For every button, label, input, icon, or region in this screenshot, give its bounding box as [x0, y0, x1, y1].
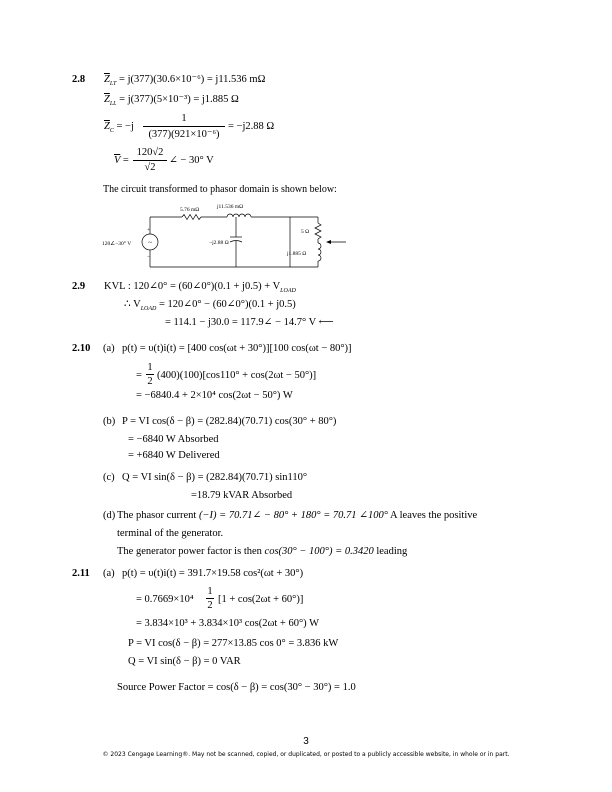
- power-equation-a2-rhs: (400)(100)[cos110° + cos(2ωt − 50°)]: [157, 370, 317, 381]
- zc-rhs: = −j2.88 Ω: [228, 121, 275, 132]
- part-d-line1: [117, 510, 477, 522]
- part-a-label: (a): [103, 343, 115, 354]
- v-symbol: $\overline{V}$: [114, 155, 121, 166]
- zll-subscript: LL: [109, 101, 117, 108]
- p211-a2-denominator: 2: [207, 600, 213, 611]
- v-numerator: 120√2: [136, 147, 164, 158]
- a2-fraction-bar: [146, 374, 154, 375]
- copyright-footer: © 2023 Cengage Learning®. May not be scanned, copied, or duplicated, or posted to a publicly accessible website, in whole or in part.: [102, 751, 510, 758]
- zc-eq: = −j: [116, 121, 134, 132]
- load-resistor-label: 5 Ω: [301, 229, 310, 235]
- a2-denominator: 2: [147, 376, 153, 387]
- vload-result: = 114.1 − j30.0 = 117.9∠ − 14.7° V ⟵: [165, 317, 334, 328]
- phasor-circuit-diagram: [100, 197, 360, 273]
- source-label: 120∠−30° V: [102, 241, 132, 247]
- equation-v: [114, 155, 129, 167]
- zc-numerator: 1: [181, 113, 187, 124]
- p211-equation-a2-pre: = 0.7669×10⁴: [136, 594, 194, 605]
- kvl-line: KVL : 120∠0° = (60∠0°)(0.1 + j0.5) + V: [104, 281, 281, 292]
- d3-prefix: The generator power factor is then: [117, 546, 262, 557]
- source-symbol: ~: [148, 239, 152, 247]
- d1-phasor: (−I) = 70.71∠ − 80° + 180° = 70.71 ∠100°: [198, 510, 388, 521]
- part-d-label: (d): [103, 510, 116, 521]
- p211-equation-a5: Q = VI sin(δ − β) = 0 VAR: [128, 656, 241, 667]
- zc-fraction-bar: [143, 126, 225, 127]
- equation-zc-lhs: [104, 121, 134, 135]
- circuit-caption: The circuit transformed to phasor domain is shown below:: [103, 184, 337, 195]
- p211-equation-a4: P = VI cos(δ − β) = 277×13.85 cos 0° = 3.836 kW: [128, 638, 339, 649]
- p211-equation-a1: p(t) = υ(t)i(t) = 391.7×19.58 cos²(ωt + 30°): [122, 568, 304, 579]
- v-rhs: ∠ − 30° V: [169, 155, 214, 166]
- load-inductor-label: j1.885 Ω: [287, 251, 307, 257]
- power-equation-a2-eq: =: [136, 370, 142, 381]
- vload-prefix: ∴ V: [124, 299, 141, 310]
- part-c-label: (c): [103, 472, 115, 483]
- p211-equation-a2-post: [1 + cos(2ωt + 60°)]: [218, 594, 304, 605]
- zll-rhs: = j(377)(5×10⁻³) = j1.885 Ω: [119, 94, 239, 105]
- p211-equation-a6: Source Power Factor = cos(δ − β) = cos(30° − 30°) = 1.0: [117, 682, 356, 693]
- inductor-label: j11.536 mΩ: [217, 204, 244, 210]
- p211-equation-a3: = 3.834×10³ + 3.834×10³ cos(2ωt + 60°) W: [136, 618, 320, 629]
- real-power-b2: = −6840 W Absorbed: [128, 434, 219, 445]
- power-equation-a1: p(t) = υ(t)i(t) = [400 cos(ωt + 30°)][100 cos(ωt − 80°)]: [122, 343, 352, 354]
- vload-subscript: LOAD: [140, 306, 157, 313]
- vload-rhs: = 120∠0° − (60∠0°)(0.1 + j0.5): [159, 299, 296, 310]
- d1-prefix: The phasor current: [117, 510, 197, 521]
- part-b-label: (b): [103, 416, 116, 427]
- v-eq: =: [122, 155, 129, 166]
- real-power-b3: = +6840 W Delivered: [128, 450, 220, 461]
- d3-suffix: leading: [376, 546, 408, 557]
- zlt-symbol: $\overline{Z}$: [104, 74, 110, 85]
- kvl-equation: [104, 281, 296, 295]
- resistor-label: 5.76 mΩ: [180, 207, 200, 213]
- part-d-line2: terminal of the generator.: [117, 528, 224, 539]
- power-equation-a3: = −6840.4 + 2×10⁴ cos(2ωt − 50°) W: [136, 390, 293, 401]
- equation-zll: [104, 94, 239, 108]
- zlt-subscript: LT: [109, 81, 117, 88]
- zll-symbol: $\overline{Z}$: [104, 94, 110, 105]
- p211-part-a-label: (a): [103, 568, 115, 579]
- page-number: 3: [303, 736, 309, 747]
- problem-number-2-8: 2.8: [72, 74, 86, 85]
- reactive-power-c2: =18.79 kVAR Absorbed: [191, 490, 293, 501]
- problem-number-2-10: 2.10: [72, 343, 91, 354]
- v-fraction-bar: [133, 160, 167, 161]
- vload-equation: [124, 299, 296, 313]
- source-plus: +: [147, 227, 151, 233]
- zc-symbol: $\overline{Z}$: [104, 121, 110, 132]
- zlt-rhs: = j(377)(30.6×10⁻⁶) = j11.536 mΩ: [119, 74, 266, 85]
- reactive-power-c1: Q = VI sin(δ − β) = (282.84)(70.71) sin110°: [122, 472, 308, 483]
- problem-number-2-11: 2.11: [72, 568, 90, 579]
- problem-number-2-9: 2.9: [72, 281, 86, 292]
- part-d-line3: [117, 546, 407, 558]
- v-denominator: √2: [144, 162, 156, 173]
- zc-subscript: C: [109, 128, 114, 135]
- a2-numerator: 1: [147, 362, 153, 373]
- capacitor-label: −j2.88 Ω: [209, 240, 229, 246]
- equation-zlt: [104, 74, 265, 88]
- p211-a2-numerator: 1: [207, 586, 213, 597]
- zc-denominator: (377)(921×10⁻⁶): [148, 129, 220, 140]
- kvl-subscript: LOAD: [280, 288, 296, 295]
- source-minus: −: [147, 254, 151, 260]
- d1-suffix: A leaves the positive: [389, 510, 478, 521]
- p211-a2-fraction-bar: [206, 598, 214, 599]
- real-power-b1: P = VI cos(δ − β) = (282.84)(70.71) cos(30° + 80°): [122, 416, 337, 427]
- d3-pf: cos(30° − 100°) = 0.3420: [264, 546, 374, 557]
